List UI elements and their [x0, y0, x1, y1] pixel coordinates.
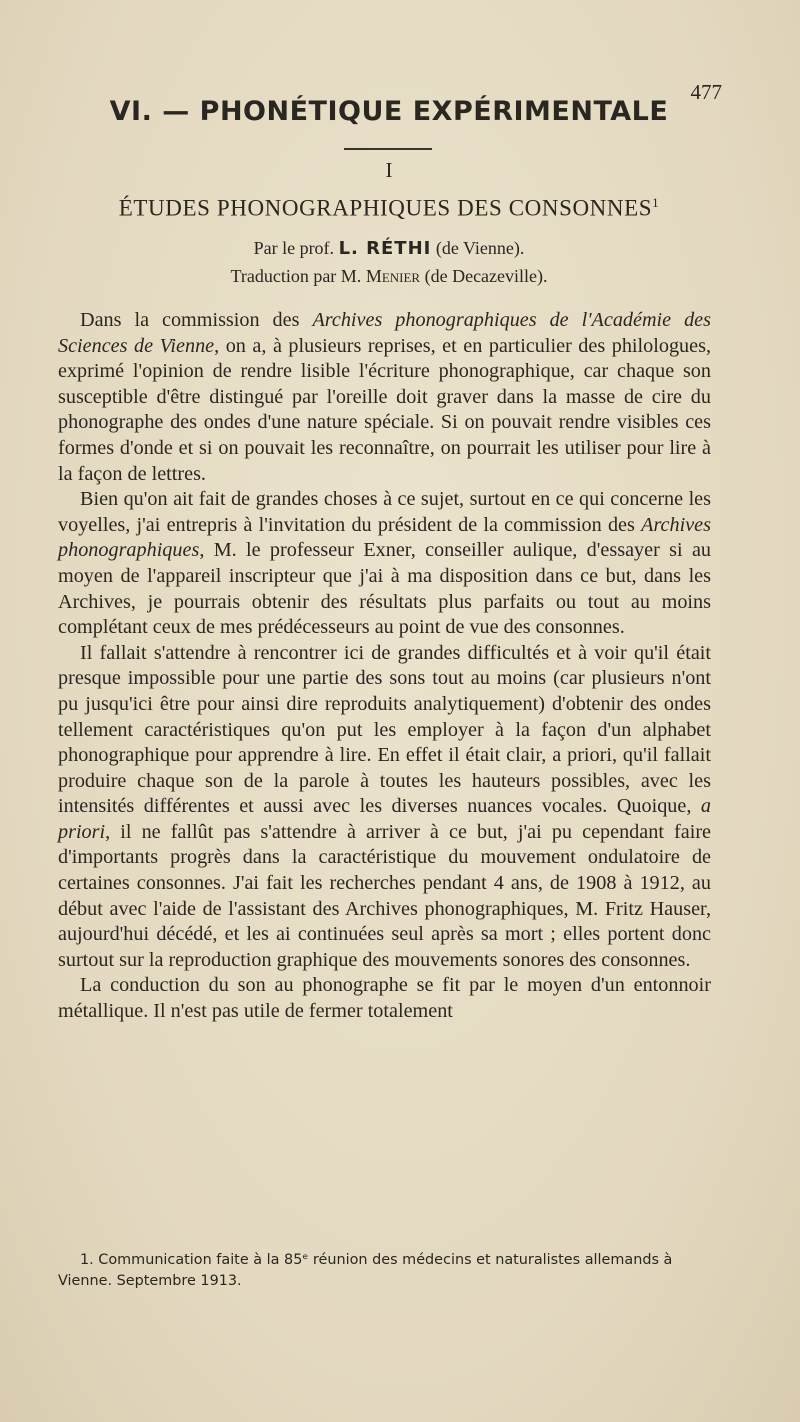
article-body: [58, 308, 711, 1025]
paragraph-1: [58, 308, 711, 487]
p1-text-b: , on a, à plusieurs reprises, et en particulier des philologues, exprimé l'opinion de rendre lisible l'écriture phonographique, car chaque son susceptible d'être distingué par l'oreille doit graver dans la masse de cire du phonographe des ondes d'une nature spéciale. Si on pouvait rendre visibles ces formes d'onde et si on pouvait les reconnaître, on pourrait les utiliser pour lire à la façon de lettres.: [58, 334, 711, 485]
translator-line: [0, 266, 778, 287]
translator-prefix: Traduction par M.: [230, 266, 362, 286]
p3-text-a: Il fallait s'attendre à rencontrer ici de grandes difficultés et à voir qu'il était presque impossible pour une partie des sons tout au moins (car plusieurs n'ont pu jusqu'ici être pour ainsi dire reproduits analytiquement) d'obtenir des ondes tellement caractéristiques qu'on put les employer à la façon d'un alphabet phonographique pour apprendre à lire. En effet il était clair, a priori, qu'il fallait produire chaque son de la parole à toutes les hauteurs possibles, avec les intensités différentes et aussi avec les diverses nuances vocales. Quoique,: [58, 641, 711, 818]
title-divider: [344, 148, 432, 150]
author-prefix: Par le prof.: [253, 238, 335, 258]
p3-italic: a priori: [58, 795, 711, 843]
author-name: L. RÉTHI: [338, 238, 432, 259]
paragraph-2: [58, 487, 711, 641]
chapter-title: VI. — PHONÉTIQUE EXPÉRIMENTALE: [109, 96, 669, 127]
section-number: I: [385, 158, 393, 182]
p2-italic: Archives phonographiques: [58, 513, 711, 562]
paragraph-3: [58, 641, 711, 974]
p2-text-b: , M. le professeur Exner, conseiller aulique, d'essayer si au moyen de l'appareil inscripteur que j'ai à ma disposition dans ce but, dans les Archives, je pourrais obtenir des résultats plus parfaits ou tout au moins complétant ceux de mes prédécesseurs au point de vue des consonnes.: [58, 539, 711, 639]
footnote-text: 1. Communication faite à la 85ᵉ réunion des médecins et naturalistes allemands à Vienne. Septembre 1913.: [58, 1252, 673, 1289]
paragraph-4: La conduction du son au phonographe se fit par le moyen d'un entonnoir métallique. Il n'est pas utile de fermer totalement: [58, 974, 711, 1023]
article-title: [0, 195, 778, 222]
footnote: [58, 1250, 711, 1292]
article-title-text: ÉTUDES PHONOGRAPHIQUES DES CONSONNES: [118, 195, 653, 221]
p1-italic: Archives phonographiques de l'Académie des Sciences de Vienne: [58, 309, 711, 357]
translator-affiliation: (de Decazeville).: [424, 266, 548, 286]
p3-text-b: , il ne fallût pas s'attendre à arriver à ce but, j'ai pu cependant faire d'importants progrès dans la caractéristique du mouvement ondulatoire de certaines consonnes. J'ai fait les recherches pendant 4 ans, de 1908 à 1912, au début avec l'aide de l'assistant des Archives phonographiques, M. Fritz Hauser, aujourd'hui décédé, et les ai continuées seul après sa mort ; elles portent donc surtout sur la reproduction graphique des mouvements sonores des consonnes.: [58, 820, 711, 971]
author-affiliation: (de Vienne).: [435, 238, 525, 258]
p1-text-a: Dans la commission des: [80, 309, 313, 331]
footnote-marker: 1: [652, 195, 660, 210]
author-line: [0, 238, 778, 259]
page-number: 477: [690, 80, 722, 104]
p2-text-a: Bien qu'on ait fait de grandes choses à ce sujet, surtout en ce qui concerne les voyelles, j'ai entrepris à l'invitation du président de la commission des: [58, 488, 711, 536]
translator-name: Menier: [365, 266, 421, 286]
